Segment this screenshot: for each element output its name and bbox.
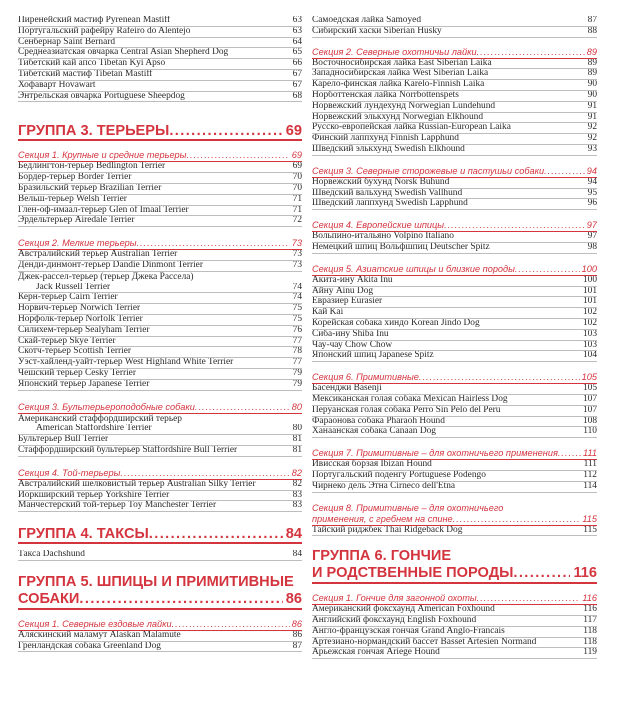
entry-title: Денди-динмонт-терьер Dandie Dinmont Terrier <box>18 260 203 270</box>
page-number: 89 <box>587 58 597 68</box>
page-number: 80 <box>291 401 302 412</box>
page-number: 112 <box>583 470 597 480</box>
section-title: Секция 5. Азиатские шпицы и близкие породы <box>312 263 515 274</box>
toc-entry[interactable] <box>18 206 302 217</box>
page-number: 65 <box>292 48 302 58</box>
entry-list <box>18 293 302 390</box>
page-number: 92 <box>587 123 597 133</box>
entry-title: Португальский поденгу Portuguese Podengo <box>312 470 486 480</box>
entry-title: Мексиканская голая собака Mexican Hairless Dog <box>312 394 508 404</box>
page-number: 107 <box>582 405 597 415</box>
toc-entry[interactable] <box>312 330 597 341</box>
group-title: ГРУППА 3. ТЕРЬЕРЫ <box>18 123 170 140</box>
section-heading[interactable] <box>312 448 597 460</box>
page-number: 70 <box>292 173 302 183</box>
section-title: Секция 6. Примитивные <box>312 372 419 383</box>
entry-title: Норвежский лундехунд Norwegian Lundehund <box>312 101 496 111</box>
page-number: 82 <box>292 479 302 489</box>
entry-list <box>18 631 302 653</box>
section-title: Секция 3. Северные сторожевые и пастушьи собаки <box>312 165 545 176</box>
page-number: 92 <box>587 134 597 144</box>
group-3-heading[interactable] <box>18 123 302 141</box>
entry-title: Ханаанская собака Canaan Dog <box>312 427 436 437</box>
page-number: 73 <box>291 238 302 249</box>
page-number: 83 <box>292 490 302 500</box>
entry-title: Русско-европейская лайка Russian-European Laika <box>312 123 511 133</box>
entry-title: Такса Dachshund <box>18 550 85 560</box>
entry-title: Вольпино-итальяно Volpino Italiano <box>312 232 454 242</box>
entry-title: Евразиер Eurasier <box>312 297 383 307</box>
page-number: 69 <box>285 123 302 140</box>
toc-entry[interactable] <box>312 134 597 145</box>
section-title: Секция 3. Бультерьероподобные собаки <box>18 401 195 412</box>
toc-entry[interactable] <box>312 627 597 638</box>
page-number: 69 <box>292 162 302 172</box>
toc-entry[interactable] <box>18 92 302 103</box>
page-number: 90 <box>587 80 597 90</box>
section-title: Секция 2. Мелкие терьеры <box>18 238 137 249</box>
page-number: 108 <box>582 416 597 426</box>
toc-entry[interactable] <box>18 446 302 457</box>
entry-title: Гренландская собака Greenland Dog <box>18 641 161 651</box>
entry-title: Тибетский мастиф Tibetan Mastiff <box>18 69 153 79</box>
toc-entry[interactable] <box>312 145 597 156</box>
entry-title: Немецкий шпиц Вольфшпиц Deutscher Spitz <box>312 242 490 252</box>
entry-title: Австралийский шелковистый терьер Australian Silky Terrier <box>18 479 256 489</box>
entry-title: Тибетский кай апсо Tibetan Kyi Apso <box>18 59 166 69</box>
entry-title: Австралийский терьер Australian Terrier <box>18 250 178 260</box>
toc-entry[interactable] <box>312 276 597 287</box>
entry-title: Уэст-хайленд-уайт-терьер West Highland White Terrier <box>18 358 234 368</box>
toc-entry[interactable] <box>312 69 597 80</box>
page-number: 69 <box>291 150 302 161</box>
section-title: Секция 1. Гончие для загонной охоты <box>312 593 477 604</box>
section-title: Секция 1. Крупные и средние терьеры <box>18 150 187 161</box>
toc-entry[interactable] <box>18 16 302 27</box>
entry-title: Бразильский терьер Brazilian Terrier <box>18 183 162 193</box>
entry-title: Басенджи Basenji <box>312 384 382 394</box>
toc-entry[interactable] <box>312 341 597 352</box>
toc-entry[interactable] <box>18 48 302 59</box>
toc-entry[interactable] <box>312 616 597 627</box>
page-number: 81 <box>292 435 302 445</box>
page-number: 73 <box>292 250 302 260</box>
page-number: 74 <box>292 293 302 303</box>
toc-entry[interactable] <box>18 70 302 81</box>
page-number: 76 <box>292 325 302 335</box>
entry-title: Японский терьер Japanese Terrier <box>18 379 150 389</box>
toc-entry[interactable] <box>18 380 302 391</box>
entry-title: Акита-ину Akita Inu <box>312 275 393 285</box>
entry-title: Англо-французская гончая Grand Anglo-Francais <box>312 626 505 636</box>
entry-title: Арьежская гончая Ariege Hound <box>312 648 440 658</box>
entry-list <box>18 550 302 561</box>
toc-entry[interactable] <box>312 16 597 27</box>
entry-list <box>312 232 597 254</box>
page-number: 116 <box>583 605 597 615</box>
toc-entry[interactable] <box>312 351 597 362</box>
section-title: Секция 4. Европейские шпицы <box>312 220 445 231</box>
toc-entry[interactable] <box>312 319 597 330</box>
page-number: 97 <box>586 220 597 231</box>
entry-title: Норвежский элькхунд Norwegian Elkhound <box>312 112 484 122</box>
page-number: 115 <box>582 513 597 524</box>
section-title: Секция 2. Северные охотничьи лайки <box>312 46 477 57</box>
page-number: 102 <box>582 318 597 328</box>
entry-list <box>312 178 597 210</box>
section-heading[interactable] <box>18 150 302 162</box>
page-number: 88 <box>587 26 597 36</box>
page-number: 111 <box>583 460 597 470</box>
entry-title: Чау-чау Chow Chow <box>312 340 393 350</box>
entry-title: American Staffordshire Terrier <box>36 424 152 434</box>
entry-list <box>312 605 597 659</box>
toc-entry[interactable] <box>18 315 302 326</box>
toc-entry[interactable] <box>312 417 597 428</box>
toc-entry[interactable] <box>18 326 302 337</box>
entry-title: Чирнеко дель Этна Cirneco dell'Etna <box>312 481 456 491</box>
toc-entry[interactable] <box>18 293 302 304</box>
page-number: 71 <box>292 194 302 204</box>
page-number: 118 <box>583 637 597 647</box>
entry-title: Эрдельтерьер Airedale Terrier <box>18 216 135 226</box>
entry-list <box>18 435 302 457</box>
entry-title: Артезиано-нормандский бассет Basset Artesien Normand <box>312 637 537 647</box>
entry-title: Перуанская голая собака Perro Sin Pelo del Peru <box>312 405 501 415</box>
page-number: 105 <box>581 372 597 383</box>
section-heading[interactable] <box>18 402 302 414</box>
entry-title: Айну Ainu Dog <box>312 286 374 296</box>
toc-entry[interactable] <box>18 642 302 653</box>
entry-title: Скай-терьер Skye Terrier <box>18 336 116 346</box>
entry-list <box>312 59 597 156</box>
toc-entry[interactable] <box>18 195 302 206</box>
toc-entry[interactable] <box>312 406 597 417</box>
toc-entry[interactable] <box>18 550 302 561</box>
toc-entry[interactable] <box>18 162 302 173</box>
group-4-heading[interactable] <box>18 526 302 544</box>
toc-entry[interactable] <box>312 605 597 616</box>
entry-list <box>18 16 302 102</box>
page-number: 80 <box>292 424 302 434</box>
page-number: 86 <box>285 590 302 607</box>
entry-title: Норвич-терьер Norwich Terrier <box>18 304 141 314</box>
toc-entry[interactable] <box>312 482 597 493</box>
entry-title: Сенбернар Saint Bernard <box>18 37 116 47</box>
section-heading[interactable] <box>312 372 597 384</box>
section-heading[interactable] <box>312 220 597 232</box>
page-number: 94 <box>587 177 597 187</box>
section-heading[interactable] <box>18 468 302 480</box>
page-number: 98 <box>587 242 597 252</box>
entry-title: Чешский терьер Cesky Terrier <box>18 368 136 378</box>
page-number: 90 <box>587 90 597 100</box>
toc-entry[interactable] <box>18 501 302 512</box>
page-number: 93 <box>587 144 597 154</box>
page-number: 94 <box>586 165 597 176</box>
toc-entry[interactable] <box>18 59 302 70</box>
page-number: 84 <box>292 550 302 560</box>
entry-title: Норботтенская лайка Norrbottenspets <box>312 90 459 100</box>
section-heading[interactable] <box>312 503 597 526</box>
page-number: 63 <box>292 16 302 25</box>
page-number: 97 <box>587 232 597 242</box>
page-number: 75 <box>292 314 302 324</box>
toc-entry[interactable] <box>18 38 302 49</box>
toc-entry[interactable] <box>18 337 302 348</box>
section-heading[interactable] <box>312 47 597 59</box>
entry-title: Аляскинский маламут Alaskan Malamute <box>18 630 181 640</box>
toc-entry[interactable] <box>18 435 302 446</box>
toc-entry[interactable] <box>18 304 302 315</box>
toc-entry[interactable] <box>312 80 597 91</box>
toc-entry[interactable] <box>312 526 597 537</box>
page-number: 111 <box>583 448 597 459</box>
entry-title: Тайский риджбек Thai Ridgeback Dog <box>312 525 463 535</box>
entry-title: Хофаварт Hovawart <box>18 80 96 90</box>
page-number: 105 <box>582 384 597 394</box>
entry-list <box>312 16 597 38</box>
section-heading[interactable] <box>18 619 302 631</box>
section-heading[interactable] <box>18 238 302 250</box>
page-number: 67 <box>292 69 302 79</box>
left-column <box>18 0 302 652</box>
entry-title: Стаффордширский бультерьер Staffordshire Bull Terrier <box>18 445 238 455</box>
page-number: 82 <box>291 467 302 478</box>
toc-entry[interactable] <box>18 369 302 380</box>
entry-title: Вельш-терьер Welsh Terrier <box>18 194 127 204</box>
toc-entry[interactable] <box>312 287 597 298</box>
entry-title: Американский фоксхаунд American Foxhound <box>312 605 495 615</box>
entry-list <box>18 480 302 512</box>
toc-entry[interactable] <box>312 638 597 649</box>
toc-entry[interactable] <box>18 173 302 184</box>
page-number: 79 <box>292 379 302 389</box>
entry-list <box>312 384 597 438</box>
page-number: 71 <box>292 205 302 215</box>
page-number: 77 <box>292 336 302 346</box>
section-title: Секция 1. Северные ездовые лайки <box>18 618 172 629</box>
page-number: 64 <box>292 37 302 47</box>
entry-list <box>18 250 302 272</box>
page-number: 86 <box>292 630 302 640</box>
group-title-line-1: ГРУППА 6. ГОНЧИЕ <box>312 548 452 565</box>
page-number: 103 <box>582 340 597 350</box>
entry-title: Йоркширский терьер Yorkshire Terrier <box>18 490 170 500</box>
page-number: 107 <box>582 394 597 404</box>
entry-title: Силихем-терьер Sealyham Terrier <box>18 325 150 335</box>
toc-entry[interactable] <box>312 59 597 70</box>
toc-entry[interactable] <box>312 471 597 482</box>
toc-entry[interactable] <box>18 272 302 283</box>
entry-title: Португальский рафейру Rafeiro do Alentejo <box>18 26 191 36</box>
toc-entry[interactable] <box>312 189 597 200</box>
entry-title: Бордер-терьер Border Terrier <box>18 173 132 183</box>
toc-entry[interactable] <box>18 347 302 358</box>
entry-title: Восточносибирская лайка East Siberian Laika <box>312 58 492 68</box>
entry-title: Джек-рассел-терьер (терьер Джека Рассела) <box>18 271 194 282</box>
toc-entry[interactable] <box>312 297 597 308</box>
entry-title: Сиба-ину Shiba Inu <box>312 329 389 339</box>
page-number: 73 <box>292 260 302 270</box>
entry-title: Скотч-терьер Scottish Terrier <box>18 347 131 357</box>
page-number: 102 <box>582 308 597 318</box>
page-number: 75 <box>292 304 302 314</box>
page-number: 79 <box>292 368 302 378</box>
section-title-line-1: Секция 8. Примитивные – для охотничьего <box>312 502 504 513</box>
entry-title: Шведский вальхунд Swedish Vallhund <box>312 188 463 198</box>
entry-title: Среднеазиатская овчарка Central Asian Shepherd Dog <box>18 48 229 58</box>
group-6-heading[interactable] <box>312 548 597 584</box>
toc-entry[interactable] <box>312 232 597 243</box>
entry-title: Фараонова собака Pharaoh Hound <box>312 416 445 426</box>
entry-title: Корейская собака хиндо Korean Jindo Dog <box>312 318 480 328</box>
toc-entry[interactable] <box>312 384 597 395</box>
toc-entry[interactable] <box>18 27 302 38</box>
page-number: 100 <box>581 263 597 274</box>
toc-entry[interactable] <box>312 243 597 254</box>
section-heading[interactable] <box>312 593 597 605</box>
group-title-line-1: ГРУППА 5. ШПИЦЫ И ПРИМИТИВНЫЕ <box>18 573 294 590</box>
page-number: 95 <box>587 188 597 198</box>
entry-title: Норвежский бухунд Norsk Buhund <box>312 177 450 187</box>
entry-title: Финский лаппхунд Finnish Lapphund <box>312 134 459 144</box>
page-number: 103 <box>582 329 597 339</box>
group-title: ГРУППА 4. ТАКСЫ <box>18 526 149 543</box>
right-column <box>312 0 597 659</box>
entry-title: Английский фоксхаунд English Foxhound <box>312 616 477 626</box>
entry-title: Сибирский хаски Siberian Husky <box>312 26 442 36</box>
page-number: 89 <box>587 69 597 79</box>
entry-title: Пиренейский мастиф Pyrenean Mastiff <box>18 16 171 25</box>
toc-entry[interactable] <box>18 250 302 261</box>
entry-title: Самоедская лайка Samoyed <box>312 16 422 25</box>
toc-entry[interactable] <box>312 178 597 189</box>
page-number: 117 <box>583 616 597 626</box>
page-number: 91 <box>587 101 597 111</box>
page-number: 116 <box>573 565 597 582</box>
page-number: 104 <box>582 351 597 361</box>
page-number: 91 <box>587 112 597 122</box>
page-number: 116 <box>582 593 597 604</box>
entry-title: Бедлингтон-терьер Bedlington Terrier <box>18 162 166 172</box>
toc-entry[interactable] <box>312 199 597 210</box>
group-5-heading[interactable] <box>18 574 302 610</box>
entry-title: Западносибирская лайка West Siberian Laika <box>312 69 489 79</box>
toc-entry[interactable] <box>18 491 302 502</box>
page-number: 100 <box>582 275 597 285</box>
entry-list <box>312 460 597 492</box>
section-title-line-2: применения, с гребнем на спине <box>312 513 453 524</box>
entry-list <box>18 162 302 227</box>
page-number: 81 <box>292 445 302 455</box>
page-number: 89 <box>586 46 597 57</box>
entry-title: Jack Russell Terrier <box>36 282 111 292</box>
page-number: 66 <box>292 59 302 69</box>
section-title: Секция 7. Примитивные – для охотничьего применения <box>312 448 558 459</box>
toc-entry[interactable] <box>312 113 597 124</box>
toc-entry[interactable] <box>312 308 597 319</box>
entry-list <box>312 276 597 362</box>
page-number: 87 <box>587 16 597 25</box>
page-number: 119 <box>583 648 597 658</box>
page-number: 67 <box>292 80 302 90</box>
toc-entry-continuation[interactable] <box>18 283 302 294</box>
entry-title: Глен-оф-имаал-терьер Glen of Imaal Terrier <box>18 205 189 215</box>
group-title-line-2: СОБАКИ <box>18 590 80 607</box>
page-number: 110 <box>583 427 597 437</box>
toc-entry[interactable] <box>312 102 597 113</box>
entry-title: Норфолк-терьер Norfolk Terrier <box>18 314 143 324</box>
section-heading[interactable] <box>312 264 597 276</box>
toc-entry[interactable] <box>18 261 302 272</box>
page-number: 72 <box>292 216 302 226</box>
page-number: 68 <box>292 91 302 101</box>
page-number: 114 <box>583 481 597 491</box>
page-number: 78 <box>292 347 302 357</box>
entry-title: Ивисская борзая Ibizan Hound <box>312 460 432 470</box>
entry-title: Кай Kai <box>312 308 344 318</box>
page-number: 115 <box>583 525 597 535</box>
page-number: 74 <box>292 282 302 292</box>
entry-title: Американский стаффордширский терьер <box>18 413 182 424</box>
toc-entry[interactable] <box>312 395 597 406</box>
page-number: 84 <box>285 526 302 543</box>
toc-entry[interactable] <box>18 184 302 195</box>
section-heading[interactable] <box>312 166 597 178</box>
entry-title: Бультерьер Bull Terrier <box>18 435 109 445</box>
page-number: 101 <box>582 286 597 296</box>
entry-title: Японский шпиц Japanese Spitz <box>312 351 434 361</box>
page-number: 101 <box>582 297 597 307</box>
toc-entry[interactable] <box>312 123 597 134</box>
page-number: 77 <box>292 358 302 368</box>
toc-entry[interactable] <box>312 460 597 471</box>
toc-entry-continuation[interactable] <box>18 424 302 435</box>
page-number: 86 <box>291 618 302 629</box>
page-number: 83 <box>292 501 302 511</box>
toc-entry[interactable] <box>312 91 597 102</box>
toc-entry[interactable] <box>18 358 302 369</box>
toc-entry[interactable] <box>312 648 597 659</box>
toc-entry[interactable] <box>312 27 597 38</box>
entry-title: Шведский элькхунд Swedish Elkhound <box>312 144 465 154</box>
toc-entry[interactable] <box>18 631 302 642</box>
entry-title: Шведский лаппхунд Swedish Lapphund <box>312 199 468 209</box>
entry-list <box>312 526 597 537</box>
toc-entry[interactable] <box>18 81 302 92</box>
entry-title: Энтрельская овчарка Portuguese Sheepdog <box>18 91 185 101</box>
page-number: 87 <box>292 641 302 651</box>
toc-entry[interactable] <box>18 216 302 227</box>
toc-entry[interactable] <box>18 480 302 491</box>
page-number: 70 <box>292 183 302 193</box>
entry-title: Керн-терьер Cairn Terrier <box>18 293 118 303</box>
page-number: 96 <box>587 199 597 209</box>
section-title: Секция 4. Той-терьеры <box>18 467 121 478</box>
page-number: 118 <box>583 626 597 636</box>
entry-title: Манчестерский той-терьер Toy Manchester Terrier <box>18 501 217 511</box>
group-title-line-2: И РОДСТВЕННЫЕ ПОРОДЫ <box>312 565 514 582</box>
toc-entry[interactable] <box>18 414 302 425</box>
page-number: 63 <box>292 26 302 36</box>
toc-entry[interactable] <box>312 427 597 438</box>
entry-title: Карело-финская лайка Karelo-Finnish Laika <box>312 80 485 90</box>
